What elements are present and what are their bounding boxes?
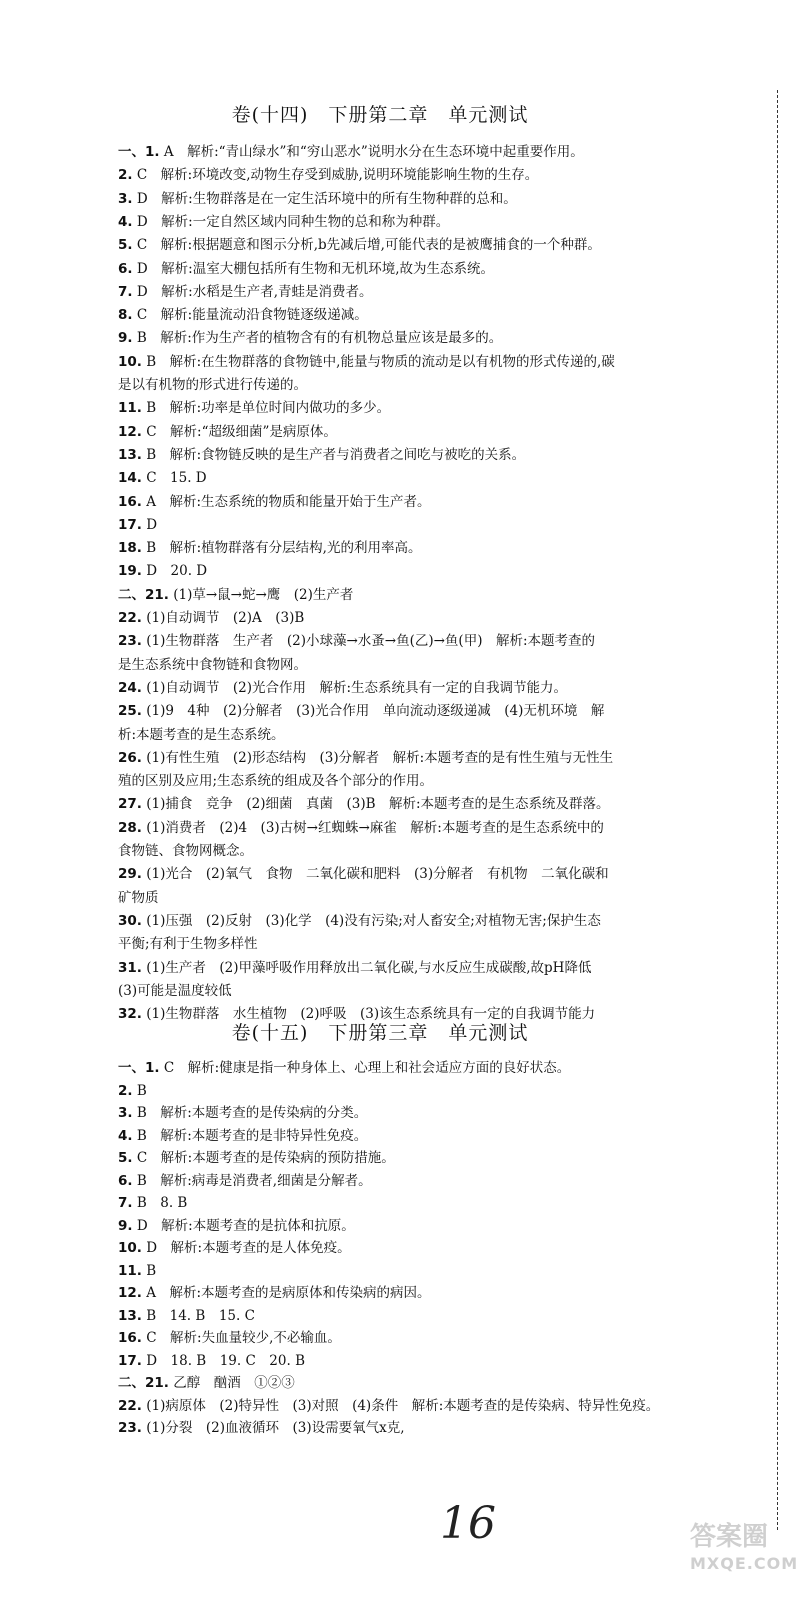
question-number: 5. — [118, 1150, 133, 1166]
answer-line — [118, 282, 778, 302]
question-number: 13. — [118, 446, 142, 463]
question-number: 10. — [118, 353, 142, 370]
question-number: 10. — [118, 1240, 142, 1256]
answer-text: A 解析:本题考查的是病原体和传染病的病因。 — [141, 1285, 431, 1301]
answer-line — [118, 422, 778, 442]
answer-text: D 解析:一定自然区域内同种生物的总和称为种群。 — [132, 213, 450, 230]
question-number: 11. — [118, 400, 142, 417]
question-number: 28. — [118, 819, 142, 836]
answer-text: (1)自动调节 (2)光合作用 解析:生态系统具有一定的自我调节能力。 — [141, 679, 568, 696]
answer-line — [118, 748, 778, 768]
answer-line — [118, 398, 778, 418]
answer-text: (1)光合 (2)氧气 食物 二氧化碳和肥料 (3)分解者 有机物 二氧化碳和 — [141, 866, 609, 883]
question-number: 3. — [118, 190, 133, 207]
question-number: 23. — [118, 633, 142, 650]
answer-line — [118, 1193, 778, 1213]
answer-text: (1)压强 (2)反射 (3)化学 (4)没有污染;对人畜安全;对植物无害;保护生态 — [141, 912, 601, 929]
question-number: 27. — [118, 796, 142, 813]
answer-line — [118, 142, 778, 162]
answer-text: (1)自动调节 (2)A (3)B — [141, 610, 305, 626]
question-number: 18. — [118, 540, 142, 557]
answer-text: B 解析:食物链反映的是生产者与消费者之间吃与被吃的关系。 — [141, 446, 526, 463]
answer-line — [118, 1283, 778, 1303]
answer-line — [118, 631, 778, 651]
question-number: 16. — [118, 493, 142, 510]
watermark-en-text: MXQE.COM — [690, 1554, 799, 1573]
answer-text: C 解析:失血量较少,不必输血。 — [141, 1330, 341, 1346]
answer-text: 是生态系统中食物链和食物网。 — [118, 656, 307, 673]
question-number: 30. — [118, 912, 142, 929]
answer-text: D 解析:生物群落是在一定生活环境中的所有生物种群的总和。 — [132, 190, 517, 207]
question-number: 6. — [118, 260, 133, 277]
answer-line — [118, 328, 778, 348]
answer-text: 析:本题考查的是生态系统。 — [118, 726, 285, 743]
answer-line — [118, 235, 778, 255]
question-number: 9. — [118, 1217, 133, 1234]
question-number: 14. — [118, 470, 142, 487]
answer-line — [118, 468, 778, 488]
answer-text: (1)病原体 (2)特异性 (3)对照 (4)条件 解析:本题考查的是传染病、特异性免疫。 — [141, 1397, 660, 1414]
question-number: 二、21. — [118, 586, 169, 603]
answer-text: D 18. B 19. C 20. B — [141, 1352, 305, 1369]
question-number: 4. — [118, 213, 133, 230]
answer-text: C 解析:健康是指一种身体上、心理上和社会适应方面的良好状态。 — [159, 1060, 571, 1076]
question-number: 3. — [118, 1105, 133, 1121]
answer-text: 是以有机物的形式进行传递的。 — [118, 377, 307, 393]
answer-line — [118, 818, 778, 838]
answer-text: (1)消费者 (2)4 (3)古树→红蜘蛛→麻雀 解析:本题考查的是生态系统中的 — [141, 819, 604, 836]
answer-line — [118, 1373, 778, 1393]
answer-text: C 解析:能量流动沿食物链逐级递减。 — [132, 307, 368, 324]
answer-text: C 解析:环境改变,动物生存受到威胁,说明环境能影响生物的生存。 — [132, 167, 539, 184]
question-number: 12. — [118, 423, 142, 440]
binding-edge-divider — [777, 90, 778, 1530]
answer-text: B 解析:作为生产者的植物含有的有机物总量应该是最多的。 — [132, 330, 503, 347]
answer-text: C 15. D — [141, 470, 207, 487]
answer-line — [118, 655, 778, 675]
question-number: 4. — [118, 1127, 133, 1144]
answer-text: A 解析:“青山绿水”和“穷山恶水”说明水分在生态环境中起重要作用。 — [159, 144, 584, 160]
page-number: 16 — [440, 1498, 496, 1549]
answer-text: D 解析:温室大棚包括所有生物和无机环境,故为生态系统。 — [132, 260, 494, 277]
answer-line — [118, 1328, 778, 1348]
answer-text: B — [141, 1262, 157, 1279]
answer-text: B 解析:在生物群落的食物链中,能量与物质的流动是以有机物的形式传递的,碳 — [141, 353, 615, 370]
answer-text: C 解析:根据题意和图示分析,b先减后增,可能代表的是被鹰捕食的一个种群。 — [132, 237, 601, 254]
question-number: 29. — [118, 866, 142, 883]
answer-text: C 解析:本题考查的是传染病的预防措施。 — [132, 1150, 395, 1166]
answer-line — [118, 1171, 778, 1191]
answer-text: (1)9 4种 (2)分解者 (3)光合作用 单向流动逐级递减 (4)无机环境 解 — [141, 703, 605, 720]
question-number: 7. — [118, 283, 133, 300]
answer-line — [118, 189, 778, 209]
question-number: 17. — [118, 1352, 142, 1369]
answer-text: (1)草→鼠→蛇→鹰 (2)生产者 — [168, 586, 354, 603]
question-number: 7. — [118, 1195, 133, 1211]
answer-text: 乙醇 酗酒 ①②③ — [168, 1375, 295, 1391]
question-number: 25. — [118, 703, 142, 720]
question-number: 22. — [118, 610, 142, 626]
question-number: 16. — [118, 1330, 142, 1346]
question-number: 22. — [118, 1397, 142, 1414]
question-number: 13. — [118, 1307, 142, 1324]
answer-line — [118, 678, 778, 698]
answer-text: (1)有性生殖 (2)形态结构 (3)分解者 解析:本题考查的是有性生殖与无性生 — [141, 749, 614, 766]
answer-text: B 14. B 15. C — [141, 1307, 255, 1324]
answer-text: B 8. B — [132, 1195, 188, 1211]
answer-line — [118, 981, 778, 1001]
question-number: 二、21. — [118, 1375, 169, 1391]
question-number: 24. — [118, 679, 142, 696]
answer-text: (1)生产者 (2)甲藻呼吸作用释放出二氧化碳,与水反应生成碳酸,故pH降低 — [141, 959, 592, 976]
answer-line — [118, 1418, 778, 1438]
answer-text: B 解析:病毒是消费者,细菌是分解者。 — [132, 1172, 372, 1189]
question-number: 26. — [118, 749, 142, 766]
answer-line — [118, 1351, 778, 1371]
answer-line — [118, 888, 778, 908]
answer-text: (1)捕食 竞争 (2)细菌 真菌 (3)B 解析:本题考查的是生态系统及群落。 — [141, 796, 610, 813]
answer-line — [118, 212, 778, 232]
answer-text: D 解析:本题考查的是抗体和抗原。 — [132, 1217, 355, 1234]
watermark-cn-text: 答案圈 — [690, 1522, 769, 1552]
answer-line — [118, 259, 778, 279]
answer-line — [118, 165, 778, 185]
answer-text: D — [141, 516, 158, 533]
answer-line — [118, 701, 778, 721]
answer-line — [118, 1058, 778, 1078]
answer-line — [118, 1126, 778, 1146]
answer-text: (1)生物群落 水生植物 (2)呼吸 (3)该生态系统具有一定的自我调节能力 — [141, 1006, 596, 1023]
answer-line — [118, 1238, 778, 1258]
question-number: 17. — [118, 516, 142, 533]
watermark-logo — [690, 1520, 799, 1590]
answer-line — [118, 561, 778, 581]
answer-text: 平衡;有利于生物多样性 — [118, 936, 258, 953]
question-number: 6. — [118, 1172, 133, 1189]
answer-line — [118, 864, 778, 884]
answer-text: D 解析:水稻是生产者,青蛙是消费者。 — [132, 283, 373, 300]
answer-line — [118, 445, 778, 465]
answer-line — [118, 725, 778, 745]
answer-line — [118, 1216, 778, 1236]
answer-line — [118, 958, 778, 978]
answer-text: D 20. D — [141, 563, 208, 580]
answer-line — [118, 911, 778, 931]
answer-line — [118, 305, 778, 325]
section-14-title: 卷(十四) 下册第二章 单元测试 — [231, 104, 529, 126]
answer-line — [118, 794, 778, 814]
answer-line — [118, 608, 778, 628]
question-number: 11. — [118, 1262, 142, 1279]
answer-line — [118, 352, 778, 372]
question-number: 一、1. — [118, 1060, 160, 1076]
answer-text: B — [132, 1082, 147, 1099]
answer-text: C 解析:“超级细菌”是病原体。 — [141, 423, 337, 440]
answer-line — [118, 934, 778, 954]
answer-line — [118, 1261, 778, 1281]
question-number: 8. — [118, 307, 133, 324]
answer-text: B 解析:植物群落有分层结构,光的利用率高。 — [141, 540, 422, 557]
question-number: 23. — [118, 1420, 142, 1436]
question-number: 31. — [118, 959, 142, 976]
answer-text: 殖的区别及应用;生态系统的组成及各个部分的作用。 — [118, 773, 434, 790]
question-number: 12. — [118, 1285, 142, 1301]
answer-text: D 解析:本题考查的是人体免疫。 — [141, 1240, 351, 1256]
answer-line — [118, 585, 778, 605]
answer-text: 矿物质 — [118, 889, 159, 906]
answer-line — [118, 1148, 778, 1168]
question-number: 2. — [118, 167, 133, 184]
answer-line — [118, 515, 778, 535]
answer-line — [118, 375, 778, 395]
answer-text: (1)生物群落 生产者 (2)小球藻→水蚤→鱼(乙)→鱼(甲) 解析:本题考查的 — [141, 633, 596, 650]
question-number: 19. — [118, 563, 142, 580]
answer-text: 食物链、食物网概念。 — [118, 843, 253, 859]
answer-line — [118, 1081, 778, 1101]
answer-line — [118, 771, 778, 791]
question-number: 32. — [118, 1006, 142, 1023]
answer-text: A 解析:生态系统的物质和能量开始于生产者。 — [141, 493, 431, 510]
answer-text: B 解析:功率是单位时间内做功的多少。 — [141, 400, 391, 417]
answer-line — [118, 538, 778, 558]
answer-line — [118, 1306, 778, 1326]
answer-text: B 解析:本题考查的是非特异性免疫。 — [132, 1127, 368, 1144]
question-number: 2. — [118, 1082, 133, 1099]
answer-text: B 解析:本题考查的是传染病的分类。 — [132, 1105, 368, 1121]
answer-text: (3)可能是温度较低 — [118, 982, 232, 999]
question-number: 一、1. — [118, 144, 160, 160]
answer-line — [118, 492, 778, 512]
question-number: 5. — [118, 237, 133, 254]
answer-text: (1)分裂 (2)血液循环 (3)设需要氧气x克, — [141, 1420, 405, 1436]
answer-line — [118, 1396, 778, 1416]
question-number: 9. — [118, 330, 133, 347]
answer-line — [118, 841, 778, 861]
answer-line — [118, 1103, 778, 1123]
section-15-title: 卷(十五) 下册第三章 单元测试 — [231, 1022, 529, 1044]
